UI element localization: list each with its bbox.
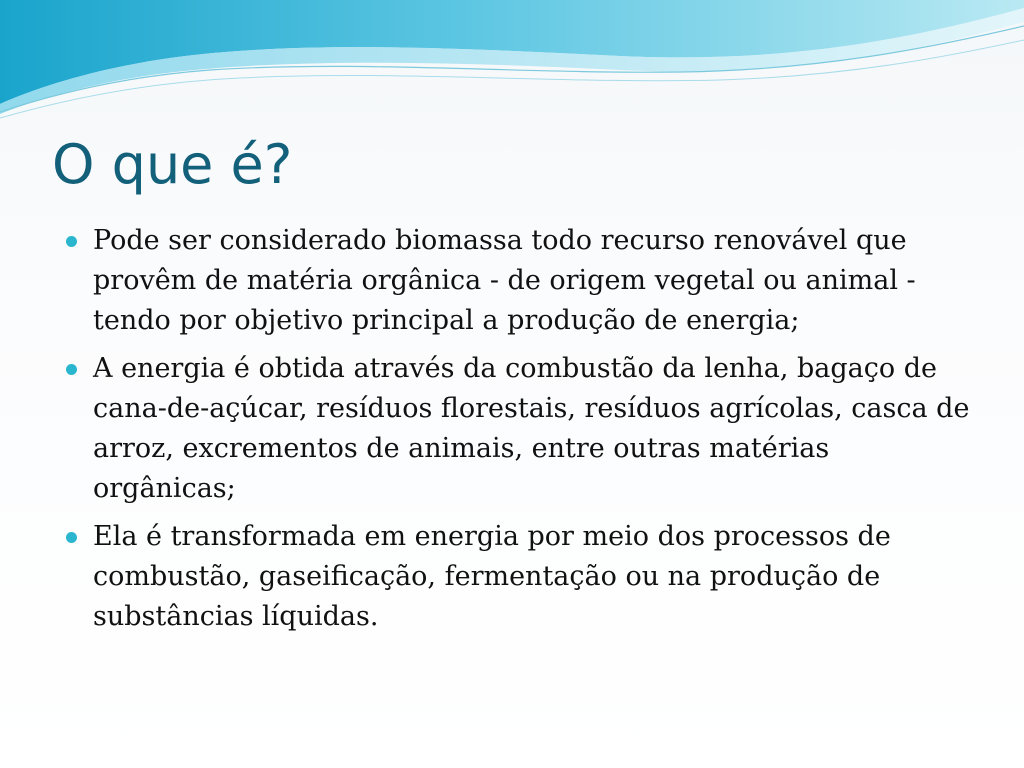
bullet-icon [66,532,77,543]
bullet-text: A energia é obtida através da combustão da lenha, bagaço de cana-de-açúcar, resíduos florestais, resíduos agrícolas, casca de arroz, excrementos de animais, entre outras matérias orgânicas; [93,353,970,504]
bullet-icon [66,236,77,247]
decorative-wave-header [0,0,1024,130]
bullet-text: Pode ser considerado biomassa todo recurso renovável que provêm de matéria orgânica - de origem vegetal ou animal - tendo por objetivo principal a produção de energia; [93,225,916,336]
bullet-item-sources [64,349,974,509]
bullet-item-definition [64,221,974,341]
bullet-list [64,221,974,645]
slide-title: O que é? [52,133,293,196]
bullet-icon [66,364,77,375]
bullet-text: Ela é transformada em energia por meio dos processos de combustão, gaseificação, fermentação ou na produção de substâncias líquidas. [93,521,891,632]
bullet-item-processes [64,517,974,637]
